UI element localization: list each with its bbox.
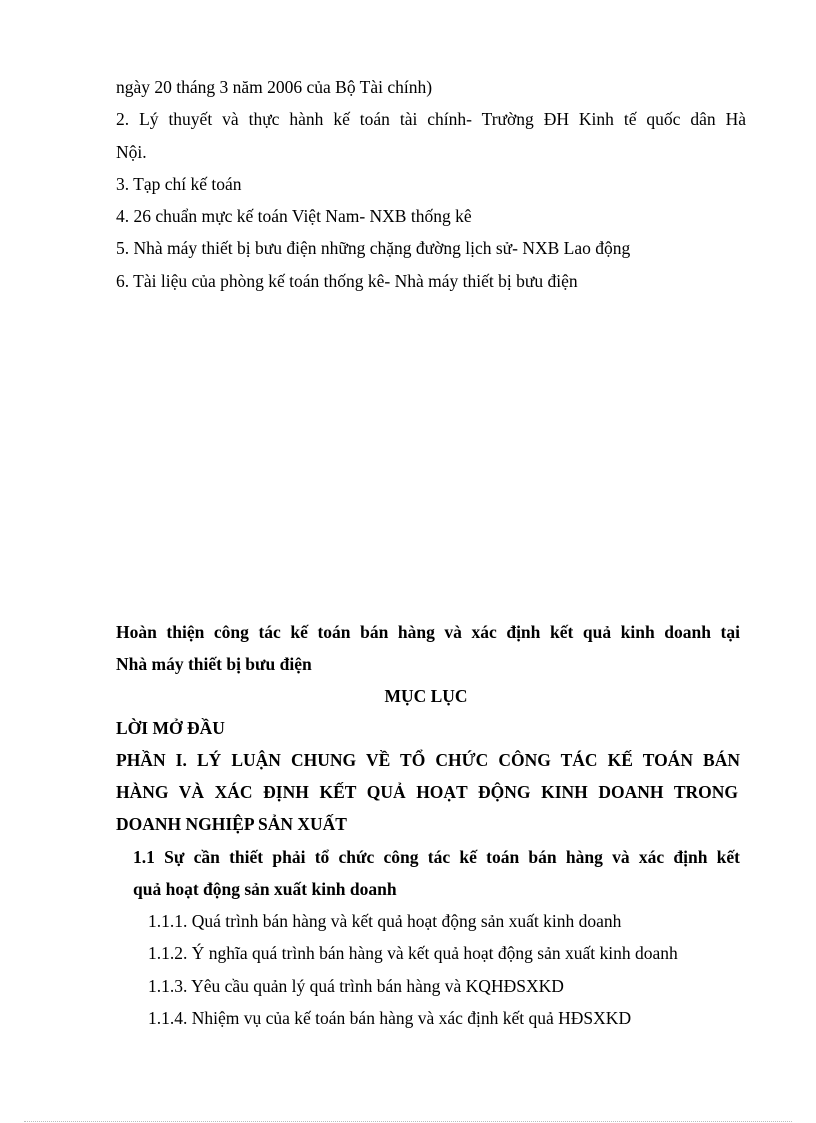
reference-item-4: 4. 26 chuẩn mực kế toán Việt Nam- NXB thống kê (116, 206, 472, 226)
toc-part-1-line-2: HÀNG VÀ XÁC ĐỊNH KẾT QUẢ HOẠT ĐỘNG KINH DOANH TRONG (116, 782, 738, 802)
toc-subsection-1-1-4: 1.1.4. Nhiệm vụ của kế toán bán hàng và xác định kết quả HĐSXKD (148, 1008, 632, 1028)
reference-item-5: 5. Nhà máy thiết bị bưu điện những chặng đường lịch sử- NXB Lao động (116, 238, 631, 258)
toc-section-1-1-line-2: quả hoạt động sản xuất kinh doanh (133, 879, 397, 899)
reference-item-3: 3. Tạp chí kế toán (116, 174, 242, 194)
reference-item-2-cont: Nội. (116, 142, 147, 162)
toc-subsection-1-1-2: 1.1.2. Ý nghĩa quá trình bán hàng và kết quả hoạt động sản xuất kinh doanh (148, 943, 678, 963)
toc-intro: LỜI MỞ ĐẦU (116, 718, 225, 738)
toc-subsection-1-1-3: 1.1.3. Yêu cầu quản lý quá trình bán hàng và KQHĐSXKD (148, 976, 564, 996)
toc-section-1-1-line-1: 1.1 Sự cần thiết phải tổ chức công tác kế toán bán hàng và xác định kết (133, 847, 740, 867)
toc-part-1-line-3: DOANH NGHIỆP SẢN XUẤT (116, 814, 347, 834)
thesis-title-line-2: Nhà máy thiết bị bưu điện (116, 654, 312, 674)
thesis-title-line-1: Hoàn thiện công tác kế toán bán hàng và xác định kết quả kinh doanh tại (116, 622, 740, 642)
toc-subsection-1-1-1: 1.1.1. Quá trình bán hàng và kết quả hoạt động sản xuất kinh doanh (148, 911, 622, 931)
toc-part-1-line-1: PHẦN I. LÝ LUẬN CHUNG VỀ TỔ CHỨC CÔNG TÁC KẾ TOÁN BÁN (116, 750, 740, 770)
reference-item-6: 6. Tài liệu của phòng kế toán thống kê- Nhà máy thiết bị bưu điện (116, 271, 578, 291)
reference-item-2: 2. Lý thuyết và thực hành kế toán tài chính- Trường ĐH Kinh tế quốc dân Hà (116, 109, 746, 129)
toc-heading: MỤC LỤC (384, 686, 468, 706)
page-bottom-divider (24, 1121, 792, 1122)
reference-continuation: ngày 20 tháng 3 năm 2006 của Bộ Tài chính) (116, 77, 433, 97)
